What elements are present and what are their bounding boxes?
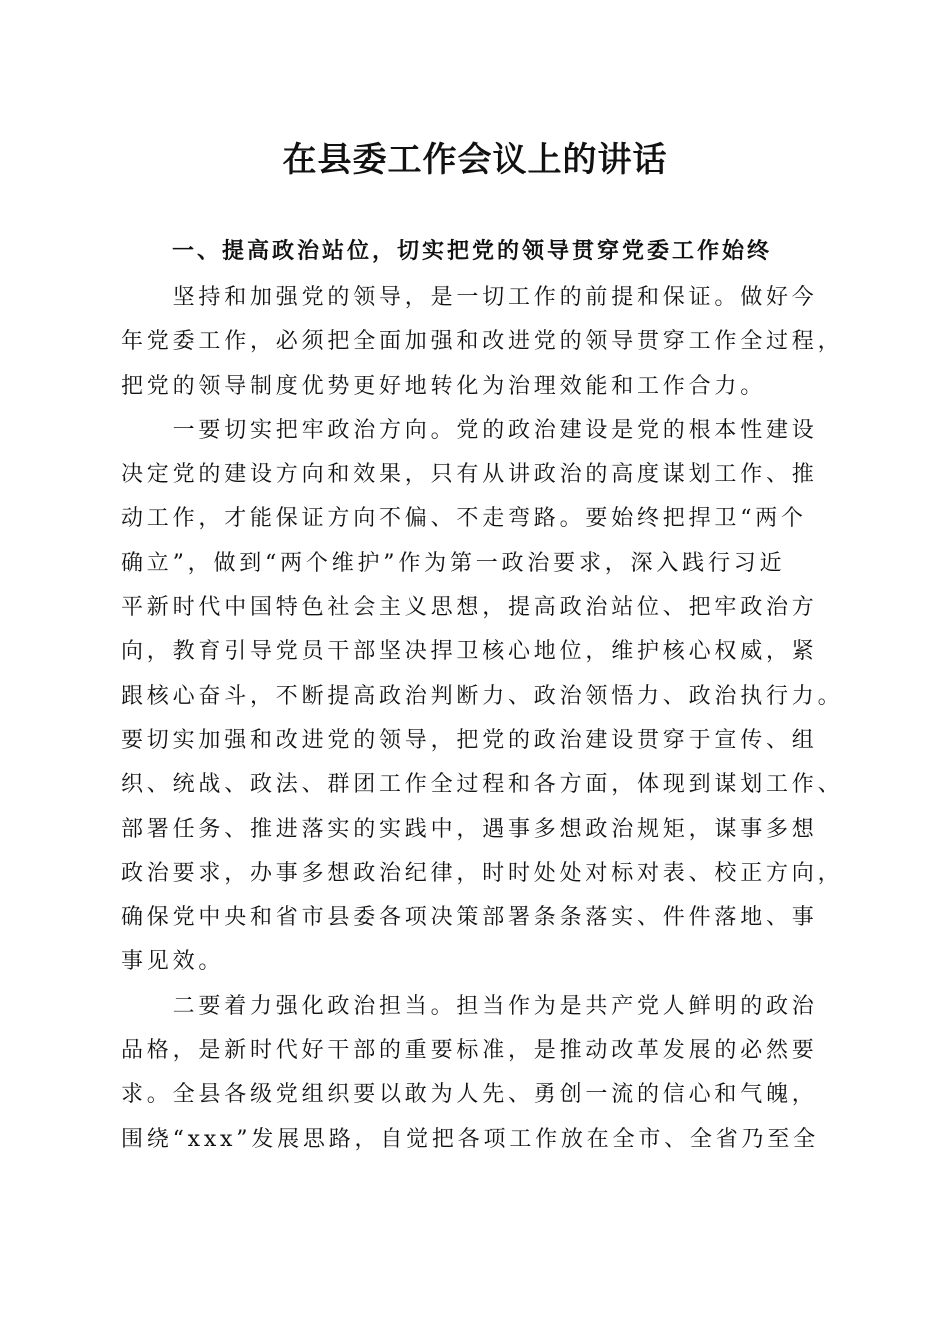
paragraph-line: 跟核心奋斗，不断提高政治判断力、政治领悟力、政治执行力。: [121, 683, 844, 709]
document-body: [121, 276, 881, 1162]
paragraph-line: 向，教育引导党员干部坚决捍卫核心地位，维护核心权威，紧: [121, 639, 818, 665]
paragraph-line: 求。全县各级党组织要以敢为人先、勇创一流的信心和气魄，: [121, 1082, 818, 1108]
paragraph-line: 确保党中央和省市县委各项决策部署条条落实、件件落地、事: [121, 905, 818, 931]
paragraph-line: 决定党的建设方向和效果，只有从讲政治的高度谋划工作、推: [121, 462, 818, 488]
paragraph-line: 要切实加强和改进党的领导，把党的政治建设贯穿于宣传、组: [121, 727, 818, 753]
paragraph-line: 动工作，才能保证方向不偏、不走弯路。要始终把捍卫“两个: [121, 506, 807, 532]
paragraph-line: 围绕“xxx”发展思路，自觉把各项工作放在全市、全省乃至全: [121, 1126, 819, 1152]
document-title: 在县委工作会议上的讲话: [282, 140, 668, 180]
paragraph-line: 政治要求，办事多想政治纪律，时时处处对标对表、校正方向，: [121, 860, 844, 886]
paragraph-line: 品格，是新时代好干部的重要标准，是推动改革发展的必然要: [121, 1038, 818, 1064]
paragraph-line: 部署任务、推进落实的实践中，遇事多想政治规矩，谋事多想: [121, 816, 818, 842]
paragraph-line: 把党的领导制度优势更好地转化为治理效能和工作合力。: [121, 373, 767, 399]
paragraph-line: 坚持和加强党的领导，是一切工作的前提和保证。做好今: [172, 285, 818, 310]
paragraph-line: 织、统战、政法、群团工作全过程和各方面，体现到谋划工作、: [121, 772, 844, 798]
paragraph-line: 确立”，做到“两个维护”作为第一政治要求，深入践行习近: [121, 550, 786, 576]
paragraph-line: 事见效。: [121, 949, 225, 975]
section-heading: 一、提高政治站位，切实把党的领导贯穿党委工作始终: [172, 239, 773, 264]
paragraph-line: 年党委工作，必须把全面加强和改进党的领导贯穿工作全过程，: [121, 329, 844, 355]
paragraph-line: 二要着力强化政治担当。担当作为是共产党人鲜明的政治: [172, 993, 818, 1019]
paragraph-line: 一要切实把牢政治方向。党的政治建设是党的根本性建设: [172, 417, 818, 443]
paragraph-line: 平新时代中国特色社会主义思想，提高政治站位、把牢政治方: [121, 595, 818, 621]
